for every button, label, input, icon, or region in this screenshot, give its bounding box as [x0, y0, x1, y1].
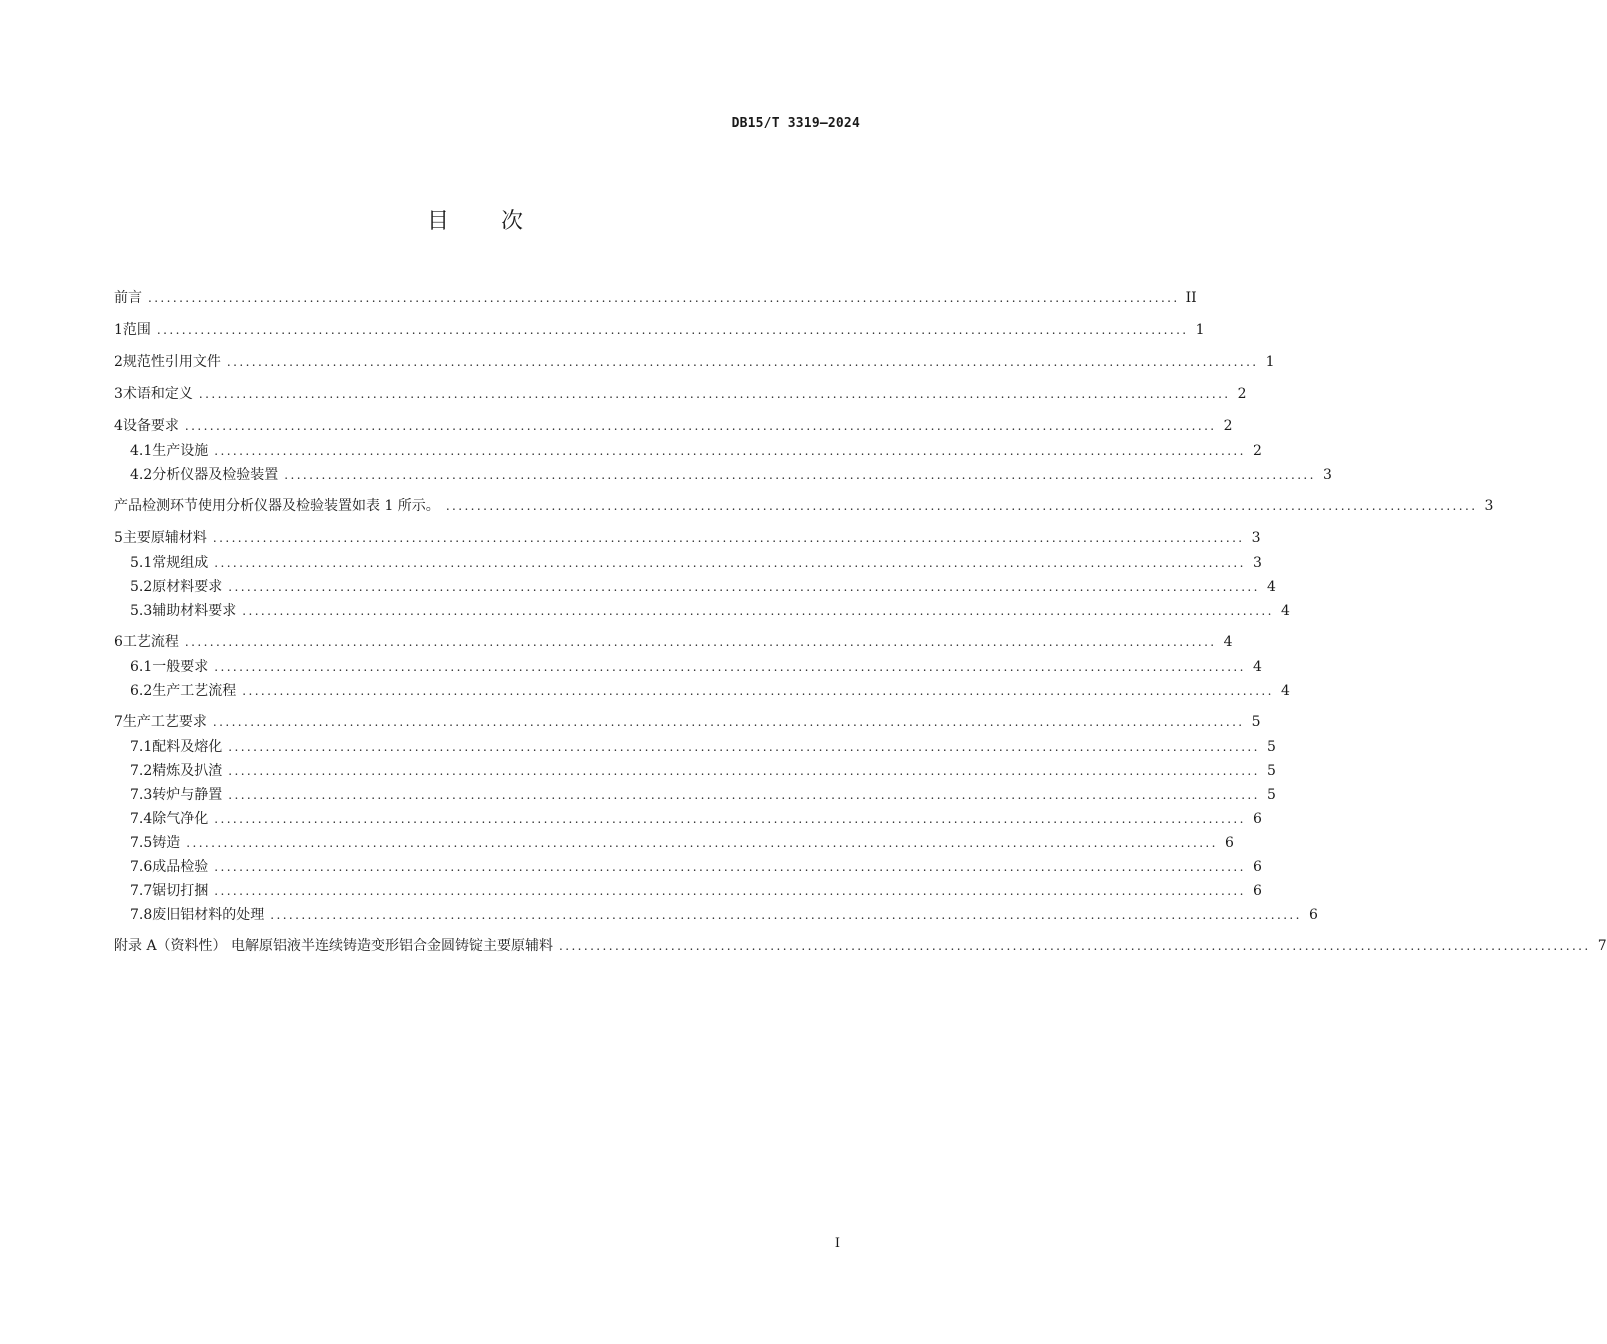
toc-entry-6-1[interactable] — [130, 657, 1262, 677]
toc-entry-2[interactable] — [114, 352, 1275, 372]
toc-entry-number: 6 — [114, 634, 123, 650]
toc-entry-page: 6 — [1224, 835, 1234, 851]
toc-entry-label: 常规组成 — [152, 555, 209, 571]
toc-entry-number: 7.1 — [130, 739, 153, 755]
toc-entry-5[interactable] — [114, 528, 1261, 548]
toc-entry-page: 6 — [1252, 859, 1262, 875]
toc-entry-label: 设备要求 — [122, 418, 179, 434]
toc-leader-dots: ...................................................................................................................................................................... — [270, 908, 1302, 922]
toc-entry-number: 4.2 — [130, 467, 153, 483]
toc-leader-dots: ...................................................................................................................................................................... — [212, 715, 1245, 729]
toc-leader-dots: ...................................................................................................................................................................... — [212, 531, 1245, 545]
toc-leader-dots: ...................................................................................................................................................................... — [284, 468, 1316, 482]
toc-entry-page: 3 — [1251, 530, 1261, 546]
toc-leader-dots: ...................................................................................................................................................................... — [198, 387, 1231, 401]
toc-entry-number: 6.2 — [130, 683, 153, 699]
toc-leader-dots: ...................................................................................................................................................................... — [214, 556, 1246, 570]
toc-entry-7-1[interactable] — [130, 737, 1276, 757]
toc-entry-page: 1 — [1195, 322, 1205, 338]
page-number: I — [834, 1236, 840, 1251]
toc-entry-label: 生产工艺流程 — [152, 683, 237, 699]
toc-entry-6[interactable] — [114, 632, 1233, 652]
toc-entry-page: 6 — [1308, 907, 1318, 923]
toc-entry-label: 铸造 — [152, 835, 181, 851]
toc-entry-7-6[interactable] — [130, 857, 1262, 877]
toc-entry-foreword[interactable] — [114, 288, 1197, 308]
toc-entry-page: 3 — [1484, 498, 1494, 514]
toc-entry-number: 5.1 — [130, 555, 153, 571]
toc-leader-dots: ...................................................................................................................................................................... — [214, 444, 1246, 458]
toc-entry-6-2[interactable] — [130, 681, 1290, 701]
toc-entry-4-2[interactable] — [130, 465, 1332, 485]
toc-entry-page: 3 — [1322, 467, 1332, 483]
toc-entry-7-5[interactable] — [130, 833, 1234, 853]
toc-entry-7-3[interactable] — [130, 785, 1276, 805]
toc-entry-number: 7.8 — [130, 907, 153, 923]
toc-entry-appendix-a[interactable] — [114, 936, 1607, 956]
toc-entry-5-3[interactable] — [130, 601, 1290, 621]
toc-entry-page: 6 — [1252, 811, 1262, 827]
toc-entry-label: 工艺流程 — [122, 634, 179, 650]
toc-entry-number: 7.4 — [130, 811, 153, 827]
toc-leader-dots: ...................................................................................................................................................................... — [214, 860, 1246, 874]
toc-entry-number: 4 — [114, 418, 123, 434]
toc-entry-number: 5.3 — [130, 603, 153, 619]
toc-leader-dots: ...................................................................................................................................................................... — [228, 764, 1260, 778]
toc-entry-label: 除气净化 — [152, 811, 209, 827]
toc-entry-page: 4 — [1280, 603, 1290, 619]
toc-entry-number: 1 — [114, 322, 123, 338]
toc-entry-7-4[interactable] — [130, 809, 1262, 829]
toc-entry-number: 7.6 — [130, 859, 153, 875]
toc-entry-page: 4 — [1280, 683, 1290, 699]
toc-entry-page: 2 — [1237, 386, 1247, 402]
toc-leader-dots: ...................................................................................................................................................................... — [186, 836, 1218, 850]
toc-entry-7-2[interactable] — [130, 761, 1276, 781]
toc-entry-page: 1 — [1265, 354, 1275, 370]
toc-leader-dots: ...................................................................................................................................................................... — [228, 740, 1260, 754]
toc-leader-dots: ...................................................................................................................................................................... — [445, 499, 1478, 513]
toc-entry-3[interactable] — [114, 384, 1247, 404]
toc-leader-dots: ...................................................................................................................................................................... — [214, 812, 1246, 826]
toc-entry-page: 5 — [1266, 763, 1276, 779]
toc-entry-page: 4 — [1266, 579, 1276, 595]
toc-entry-page: II — [1185, 290, 1197, 306]
toc-entry-label: 前言 — [114, 290, 142, 306]
toc-entry-number: 7.2 — [130, 763, 153, 779]
toc-entry-label: 附录 A（资料性） 电解原铝液半连续铸造变形铝合金圆铸锭主要原辅料 — [114, 938, 554, 954]
toc-entry-number: 4.1 — [130, 443, 153, 459]
toc-entry-7-8[interactable] — [130, 905, 1318, 925]
toc-leader-dots: ...................................................................................................................................................................... — [184, 419, 1217, 433]
toc-leader-dots: ...................................................................................................................................................................... — [228, 788, 1260, 802]
toc-leader-dots: ...................................................................................................................................................................... — [559, 939, 1591, 953]
toc-entry-7[interactable] — [114, 712, 1261, 732]
toc-entry-page: 4 — [1252, 659, 1262, 675]
toc-entry-page: 5 — [1266, 787, 1276, 803]
toc-leader-dots: ...................................................................................................................................................................... — [156, 323, 1189, 337]
toc-entry-5-2[interactable] — [130, 577, 1276, 597]
toc-entry-5-1[interactable] — [130, 553, 1262, 573]
toc-entry-label: 成品检验 — [152, 859, 209, 875]
toc-entry-label: 配料及熔化 — [152, 739, 223, 755]
toc-entry-number: 5.2 — [130, 579, 153, 595]
toc-entry-label: 辅助材料要求 — [152, 603, 237, 619]
toc-entry-label: 生产工艺要求 — [122, 714, 207, 730]
toc-entry-label: 原材料要求 — [152, 579, 223, 595]
toc-entry-number: 7.5 — [130, 835, 153, 851]
toc-entry-page: 2 — [1252, 443, 1262, 459]
toc-entry-label: 精炼及扒渣 — [152, 763, 223, 779]
toc-entry-page: 3 — [1252, 555, 1262, 571]
toc-entry-label: 产品检测环节使用分析仪器及检验装置如表 1 所示。 — [114, 498, 440, 514]
document-code: DB15/T 3319—2024 — [731, 116, 860, 131]
page-title: 目次 — [426, 209, 575, 234]
toc-entry-page: 7 — [1597, 938, 1607, 954]
toc-entry-label: 转炉与静置 — [152, 787, 223, 803]
toc-leader-dots: ...................................................................................................................................................................... — [148, 291, 1180, 305]
toc-entry-number: 7.7 — [130, 883, 153, 899]
toc-entry-label: 分析仪器及检验装置 — [152, 467, 279, 483]
toc-entry-number: 6.1 — [130, 659, 153, 675]
toc-leader-dots: ...................................................................................................................................................................... — [242, 684, 1274, 698]
toc-entry-label: 范围 — [122, 322, 151, 338]
toc-entry-number: 5 — [114, 530, 123, 546]
toc-entry-number: 3 — [114, 386, 123, 402]
toc-entry-page: 6 — [1252, 883, 1262, 899]
toc-entry-label: 锯切打捆 — [152, 883, 209, 899]
toc-entry-number: 7.3 — [130, 787, 153, 803]
toc-entry-label: 一般要求 — [152, 659, 209, 675]
toc-entry-4[interactable] — [114, 416, 1233, 436]
toc-entry-7-7[interactable] — [130, 881, 1262, 901]
toc-leader-dots: ...................................................................................................................................................................... — [226, 355, 1259, 369]
toc-entry-label: 废旧铝材料的处理 — [152, 907, 265, 923]
toc-entry-label: 生产设施 — [152, 443, 209, 459]
toc-entry-label: 主要原辅材料 — [122, 530, 207, 546]
toc-entry-table-note[interactable] — [114, 496, 1494, 516]
toc-leader-dots: ...................................................................................................................................................................... — [214, 660, 1246, 674]
toc-leader-dots: ...................................................................................................................................................................... — [228, 580, 1260, 594]
toc-leader-dots: ...................................................................................................................................................................... — [184, 635, 1217, 649]
toc-entry-1[interactable] — [114, 320, 1205, 340]
toc-leader-dots: ...................................................................................................................................................................... — [214, 884, 1246, 898]
toc-entry-page: 4 — [1223, 634, 1233, 650]
toc-entry-label: 术语和定义 — [122, 386, 193, 402]
toc-entry-page: 5 — [1266, 739, 1276, 755]
toc-entry-number: 2 — [114, 354, 123, 370]
toc-entry-label: 规范性引用文件 — [122, 354, 221, 370]
toc-entry-page: 2 — [1223, 418, 1233, 434]
toc-leader-dots: ...................................................................................................................................................................... — [242, 604, 1274, 618]
toc-entry-number: 7 — [114, 714, 123, 730]
toc-entry-page: 5 — [1251, 714, 1261, 730]
toc-entry-4-1[interactable] — [130, 441, 1262, 461]
